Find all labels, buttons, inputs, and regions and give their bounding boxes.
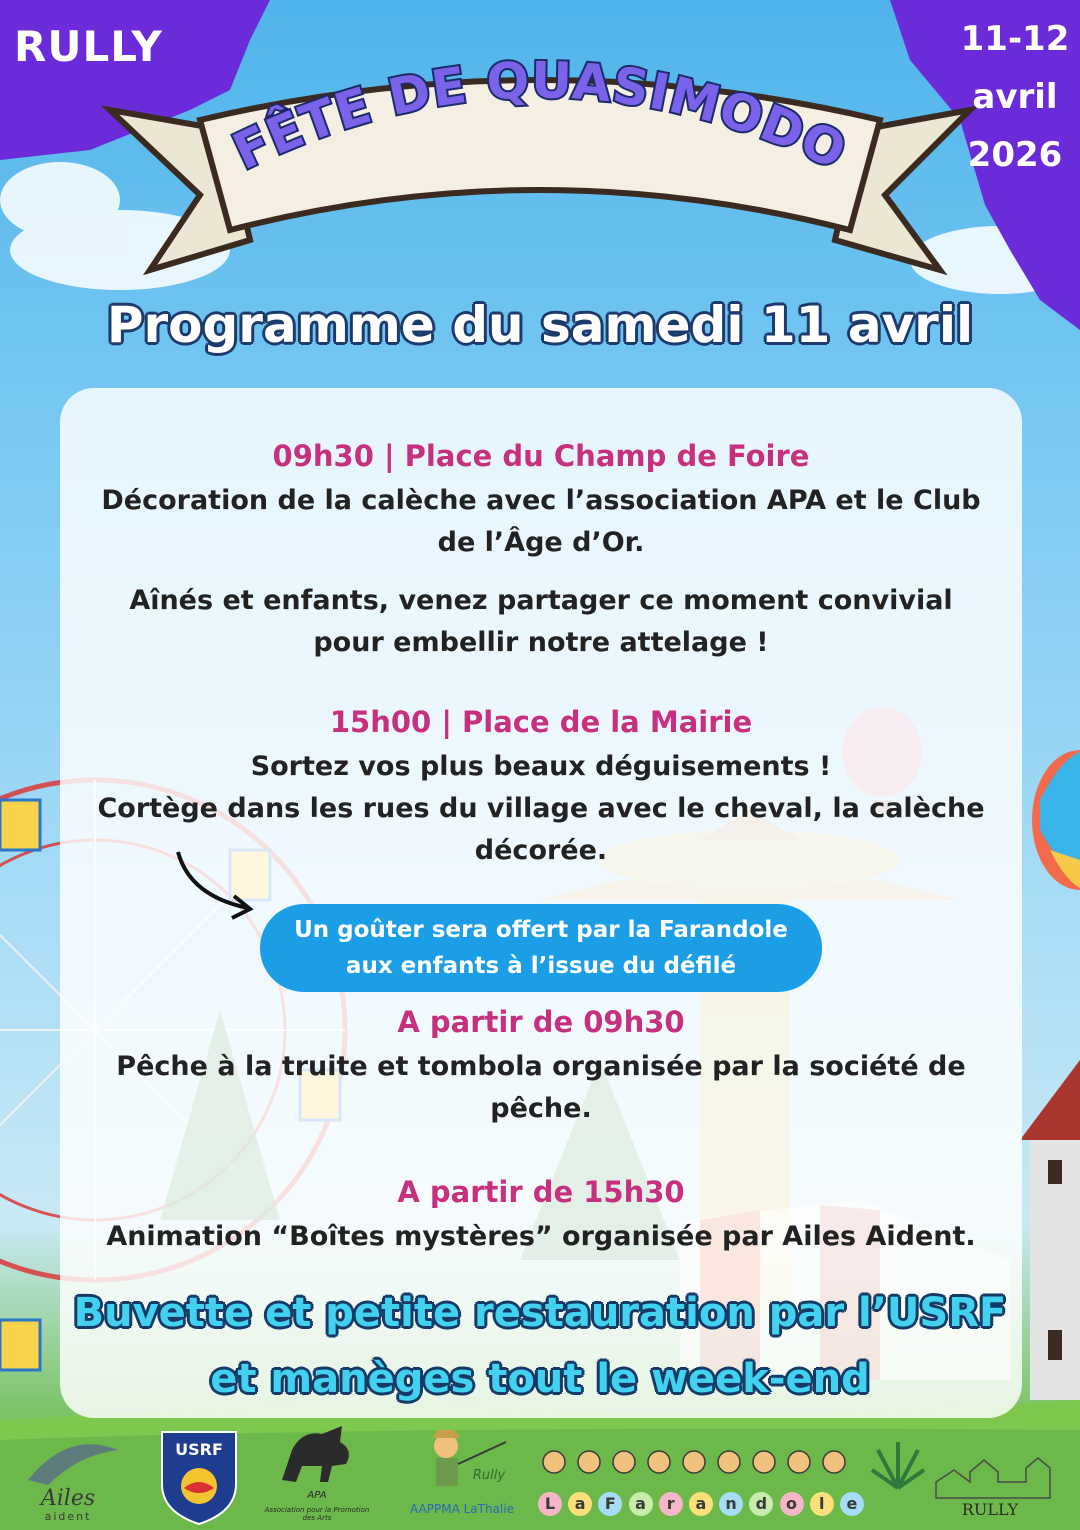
program-invitation [60, 580, 1022, 664]
farandole-letter: l [810, 1492, 834, 1516]
festival-title: FÊTE DE QUASIMODO [224, 51, 856, 182]
program-item-1 [60, 436, 1022, 664]
farandole-letters [538, 1492, 864, 1516]
program-item-3 [60, 1002, 1022, 1130]
program-line: Sortez vos plus beaux déguisements ! [250, 751, 832, 782]
program-description [60, 480, 1022, 564]
program-heading: 15h00 | Place de la Mairie [329, 705, 753, 739]
program-line: pour embellir notre attelage ! [313, 627, 769, 658]
program-line: pêche. [490, 1093, 592, 1124]
rully-village-logo [930, 1452, 1070, 1526]
program-description [60, 1216, 1022, 1258]
balloon-right [1032, 750, 1080, 890]
date-year: 2026 [967, 135, 1063, 175]
program-line: Aînés et enfants, venez partager ce moment convivial [129, 585, 953, 616]
aappma-town: Rully [472, 1468, 506, 1483]
farandole-letter: d [749, 1492, 773, 1516]
ailes-title: Ailes [40, 1486, 96, 1511]
program-line: décorée. [474, 835, 608, 866]
farandole-letter: L [538, 1492, 562, 1516]
program-heading: A partir de 15h30 [397, 1175, 685, 1209]
footer-line-2: et manèges tout le week-end [210, 1356, 870, 1402]
program-line: Décoration de la calèche avec l’association APA et le Club [101, 485, 981, 516]
farandole-letter: r [659, 1492, 683, 1516]
date-month: avril [972, 77, 1058, 117]
castle-tower [1020, 1060, 1080, 1400]
svg-text:FÊTE DE QUASIMODO [224, 51, 855, 181]
program-description [60, 1046, 1022, 1130]
apa-label: APA [307, 1490, 327, 1501]
farandole-letter: F [598, 1492, 622, 1516]
usrf-label: USRF [175, 1440, 223, 1459]
ailes-aident-logo [8, 1430, 128, 1525]
farandole-letter: a [629, 1492, 653, 1516]
program-heading: A partir de 09h30 [397, 1005, 685, 1039]
snack-highlight-badge [260, 904, 822, 992]
apa-logo [262, 1420, 372, 1525]
apa-subtitle: Association pour la Promotion des Arts [264, 1506, 370, 1522]
farandole-letter: o [780, 1492, 804, 1516]
farandole-letter: a [568, 1492, 592, 1516]
program-line: de l’Âge d’Or. [437, 527, 645, 558]
farandole-letter: n [719, 1492, 743, 1516]
plant-icon [868, 1440, 928, 1490]
program-item-4 [60, 1172, 1022, 1258]
program-line: Cortège dans les rues du village avec le cheval, la calèche [97, 793, 985, 824]
aappma-logo [402, 1428, 522, 1526]
farandole-letter: a [689, 1492, 713, 1516]
farandole-letter: e [840, 1492, 864, 1516]
highlight-line: aux enfants à l’issue du défilé [345, 953, 737, 979]
rully-logo-label: RULLY [961, 1500, 1019, 1519]
footer-line-1: Buvette et petite restauration par l’USRF [73, 1290, 1007, 1336]
highlight-line: Un goûter sera offert par la Farandole [294, 917, 788, 943]
program-line: Animation “Boîtes mystères” organisée par Ailes Aident. [106, 1221, 976, 1252]
wing-icon [8, 1430, 128, 1490]
banner-title [0, 0, 1080, 300]
village-skyline-icon [930, 1452, 1070, 1502]
town-label: RULLY [14, 22, 163, 71]
horse-icon [262, 1420, 372, 1490]
fisherman-icon [402, 1428, 522, 1498]
usrf-logo [158, 1428, 240, 1526]
plant-decoration [868, 1440, 928, 1490]
program-line: Pêche à la truite et tombola organisée par la société de [116, 1051, 966, 1082]
date-days: 11-12 [960, 19, 1070, 59]
program-heading: 09h30 | Place du Champ de Foire [272, 439, 810, 473]
curved-arrow-icon [170, 846, 260, 926]
children-chain-icon [534, 1446, 864, 1486]
farandole-logo [534, 1446, 864, 1526]
ailes-subtitle: aident [44, 1510, 92, 1523]
page-subtitle: Programme du samedi 11 avril [106, 296, 974, 354]
aappma-label: AAPPMA LaThalie [410, 1502, 514, 1516]
